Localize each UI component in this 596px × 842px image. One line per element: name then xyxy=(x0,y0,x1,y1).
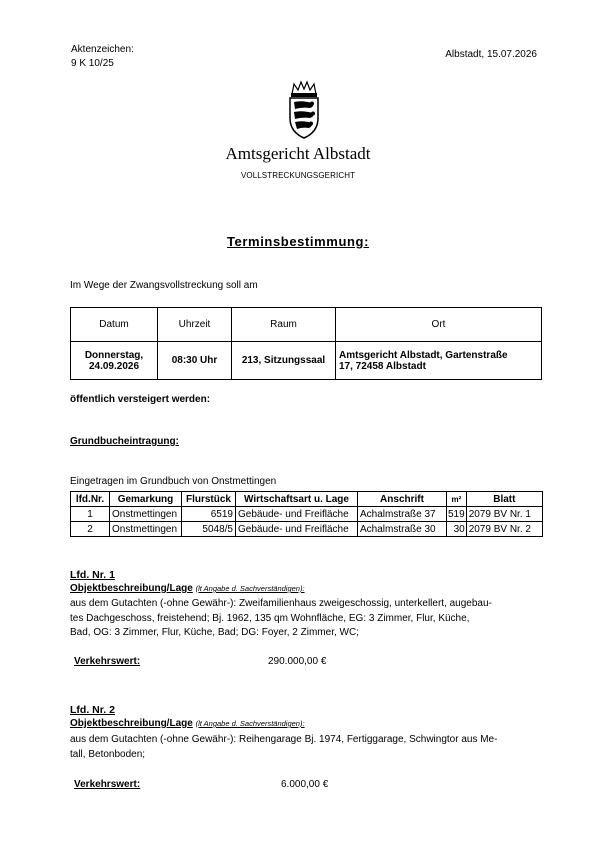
gb-cell-lfd: 2 xyxy=(71,522,110,537)
gb-header-m2: m² xyxy=(447,492,467,507)
gb-cell-wirtschaftsart: Gebäude- und Freifläche xyxy=(236,507,358,522)
document-title: Terminsbestimmung: xyxy=(226,234,370,249)
grundbuch-heading: Grundbucheintragung: xyxy=(70,436,179,447)
gb-cell-anschrift: Achalmstraße 37 xyxy=(358,507,447,522)
objektbeschreibung-1-text xyxy=(70,597,542,641)
gb-cell-gemarkung: Onstmettingen xyxy=(110,522,182,537)
gb-cell-blatt: 2079 BV Nr. 2 xyxy=(466,522,542,537)
desc-line: tall, Betonboden; xyxy=(70,748,146,760)
desc-line: aus dem Gutachten (-ohne Gewähr-): Zweifamilienhaus zweigeschossig, unterkellert, augebau- xyxy=(70,598,492,609)
intro-text: Im Wege der Zwangsvollstreckung soll am xyxy=(70,280,258,291)
objektbeschreibung-2-text xyxy=(70,733,542,762)
objektbeschreibung-2-label xyxy=(70,718,305,729)
grundbuch-intro: Eingetragen im Grundbuch von Onstmettingen xyxy=(70,476,277,487)
termin-header-raum: Raum xyxy=(232,308,336,342)
objektbeschreibung-2-note: (lt Angabe d. Sachverständigen): xyxy=(195,719,305,728)
lfd-nr-2-heading: Lfd. Nr. 2 xyxy=(70,704,115,716)
gb-cell-wirtschaftsart: Gebäude- und Freifläche xyxy=(236,522,358,537)
gb-cell-m2: 519 xyxy=(448,508,465,520)
objektbeschreibung-2-title: Objektbeschreibung/Lage xyxy=(70,718,193,729)
grundbuch-header-row xyxy=(71,492,543,507)
aktenzeichen-block xyxy=(71,43,134,71)
termin-header-ort: Ort xyxy=(336,308,542,342)
versteigert-text: öffentlich versteigert werden: xyxy=(70,394,211,405)
aktenzeichen-label: Aktenzeichen: xyxy=(71,44,134,55)
termin-datum-date: 24.09.2026 xyxy=(88,360,140,372)
termin-raum: 213, Sitzungssaal xyxy=(232,342,336,380)
gb-cell-gemarkung: Onstmettingen xyxy=(110,507,182,522)
desc-line: aus dem Gutachten (-ohne Gewähr-): Reihengarage Bj. 1974, Fertiggarage, Schwingtor aus Me- xyxy=(70,734,498,745)
gb-header-anschrift: Anschrift xyxy=(358,492,447,507)
court-name: Amtsgericht Albstadt xyxy=(225,144,371,163)
gb-cell-flurstueck: 5048/5 xyxy=(182,522,236,537)
desc-line: tes Dachgeschoss, freistehend; Bj. 1962, 135 qm Wohnfläche, EG: 3 Zimmer, Flur, Küche, xyxy=(70,612,470,624)
termin-uhrzeit: 08:30 Uhr xyxy=(158,342,232,380)
verkehrswert-1-value: 290.000,00 € xyxy=(268,656,327,667)
aktenzeichen-value: 9 K 10/25 xyxy=(71,58,114,69)
objektbeschreibung-1-title: Objektbeschreibung/Lage xyxy=(70,583,193,594)
gb-cell-blatt: 2079 BV Nr. 1 xyxy=(466,507,542,522)
termin-ort xyxy=(336,342,542,380)
verkehrswert-2-value: 6.000,00 € xyxy=(281,779,329,790)
table-row xyxy=(71,522,543,537)
place-date: Albstadt, 15.07.2026 xyxy=(445,49,537,60)
gb-header-gemarkung: Gemarkung xyxy=(110,492,182,507)
objektbeschreibung-1-label xyxy=(70,583,305,594)
baden-wuerttemberg-coat-of-arms-icon xyxy=(282,80,326,140)
termin-header-row xyxy=(71,308,542,342)
verkehrswert-2-label: Verkehrswert: xyxy=(74,779,141,790)
lfd-nr-1-heading: Lfd. Nr. 1 xyxy=(70,569,115,581)
gb-cell-anschrift: Achalmstraße 30 xyxy=(358,522,447,537)
termin-header-uhrzeit: Uhrzeit xyxy=(158,308,232,342)
termin-datum-weekday: Donnerstag, xyxy=(84,349,144,361)
grundbuch-table xyxy=(70,491,543,537)
termin-value-row xyxy=(71,342,542,380)
gb-header-wirtschaftsart: Wirtschaftsart u. Lage xyxy=(236,492,358,507)
gb-cell-flurstueck: 6519 xyxy=(182,507,236,522)
termin-ort-line1: Amtsgericht Albstadt, Gartenstraße xyxy=(339,349,508,361)
gb-header-lfd: lfd.Nr. xyxy=(71,492,110,507)
gb-cell-lfd: 1 xyxy=(71,507,110,522)
termin-header-datum: Datum xyxy=(71,308,158,342)
termin-table xyxy=(70,307,542,380)
objektbeschreibung-1-note: (lt Angabe d. Sachverständigen): xyxy=(195,584,305,593)
desc-line: Bad, OG: 3 Zimmer, Flur, Küche, Bad; DG: Foyer, 2 Zimmer, WC; xyxy=(70,627,359,638)
verkehrswert-1-label: Verkehrswert: xyxy=(74,656,141,667)
gb-header-flurstueck: Flurstück xyxy=(182,492,236,507)
termin-datum xyxy=(71,342,158,380)
gb-header-blatt: Blatt xyxy=(466,492,542,507)
termin-ort-line2: 17, 72458 Albstadt xyxy=(339,360,426,372)
court-subtitle: VOLLSTRECKUNGSGERICHT xyxy=(240,171,356,180)
table-row xyxy=(71,507,543,522)
gb-cell-m2: 30 xyxy=(447,522,467,537)
